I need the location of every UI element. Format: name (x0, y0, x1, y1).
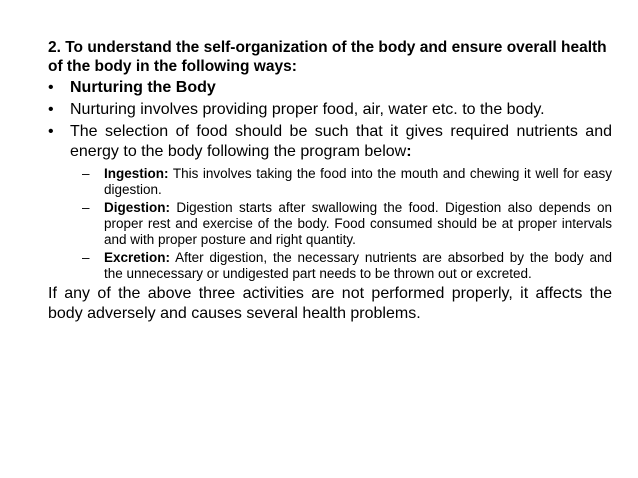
bullet-text-suffix: : (406, 143, 412, 160)
bullet-item-nurturing-title (48, 78, 612, 98)
sub-bullet-term: Excretion: (104, 250, 171, 265)
bullet-icon: • (48, 79, 54, 96)
bullet-list (48, 78, 612, 282)
sub-bullet-term: Ingestion: (104, 166, 169, 181)
bullet-icon: • (48, 101, 54, 118)
slide-heading: 2. To understand the self-organization of the body and ensure overall health of the body in the following ways: (48, 39, 607, 75)
bullet-item-food-selection (48, 122, 612, 282)
bullet-item-nurturing-description (48, 100, 612, 120)
dash-icon: – (82, 250, 90, 265)
sub-bullet-excretion (70, 250, 612, 282)
bullet-text: Nurturing involves providing proper food, air, water etc. to the body. (70, 101, 545, 118)
sub-bullet-text: After digestion, the necessary nutrients are absorbed by the body and the unnecessary or undigested part needs to be thrown out or excreted. (104, 250, 612, 281)
dash-icon: – (82, 166, 90, 181)
sub-bullet-digestion (70, 200, 612, 248)
sub-bullet-text: This involves taking the food into the mouth and chewing it well for easy digestion. (104, 166, 612, 197)
bullet-text: The selection of food should be such that it gives required nutrients and energy to the body following the program below (70, 123, 612, 160)
bullet-text: Nurturing the Body (70, 79, 216, 96)
sub-bullet-list (70, 166, 612, 282)
sub-bullet-term: Digestion: (104, 200, 170, 215)
sub-bullet-text: Digestion starts after swallowing the food. Digestion also depends on proper rest and exercise of the body. Food consumed should be at proper intervals and with proper posture and right quantity. (104, 200, 612, 247)
bullet-icon: • (48, 123, 54, 140)
sub-bullet-ingestion (70, 166, 612, 198)
dash-icon: – (82, 200, 90, 215)
closing-paragraph: If any of the above three activities are not performed properly, it affects the body adversely and causes several health problems. (48, 285, 612, 322)
slide-content (48, 38, 612, 324)
